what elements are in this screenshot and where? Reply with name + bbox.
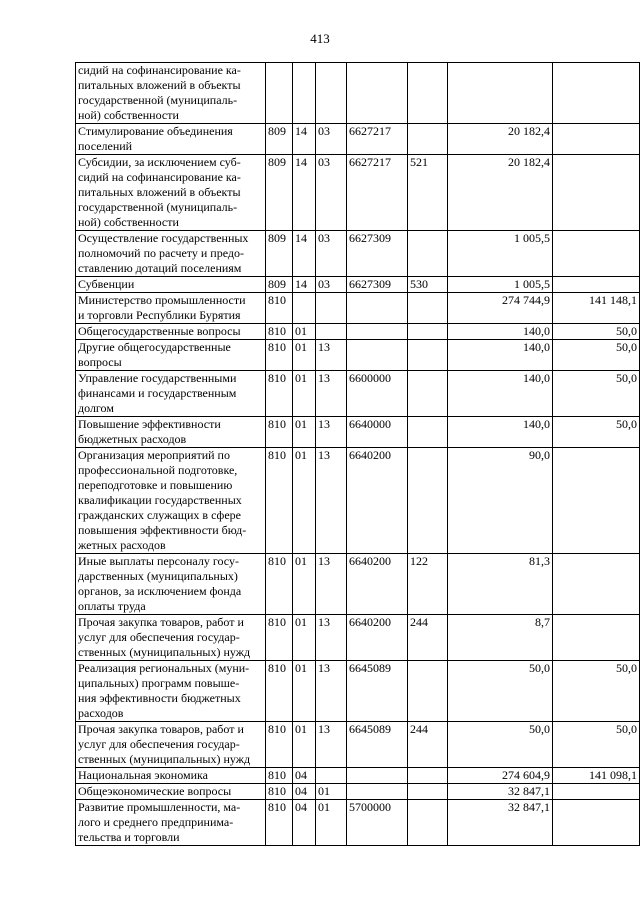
cell-expense-type-code (408, 293, 448, 324)
cell-expense-type-code: 244 (408, 722, 448, 768)
cell-target-article-code: 6640000 (347, 417, 408, 448)
cell-item-name: Осуществление государственных полномочий по расчету и предо- ставлению дотаций поселениям (76, 231, 266, 277)
cell-target-article-code: 6627309 (347, 231, 408, 277)
cell-subsection-code (316, 324, 347, 340)
cell-section-code: 01 (293, 448, 316, 554)
cell-subsection-code: 13 (316, 371, 347, 417)
cell-subsection-code: 13 (316, 340, 347, 371)
table-row (76, 124, 640, 155)
table-row (76, 784, 640, 800)
cell-ministry-code: 810 (266, 784, 293, 800)
cell-subsection-code: 03 (316, 124, 347, 155)
cell-subsection-code: 01 (316, 800, 347, 846)
table-row (76, 371, 640, 417)
cell-section-code: 14 (293, 124, 316, 155)
cell-ministry-code: 809 (266, 277, 293, 293)
cell-item-name: Общеэкономические вопросы (76, 784, 266, 800)
cell-amount-year-2 (553, 784, 640, 800)
table-row (76, 615, 640, 661)
cell-amount-year-1: 32 847,1 (448, 784, 553, 800)
cell-expense-type-code (408, 661, 448, 722)
cell-amount-year-2: 50,0 (553, 324, 640, 340)
cell-expense-type-code (408, 324, 448, 340)
cell-ministry-code: 810 (266, 615, 293, 661)
cell-amount-year-2 (553, 231, 640, 277)
cell-expense-type-code (408, 784, 448, 800)
cell-target-article-code: 6640200 (347, 615, 408, 661)
cell-ministry-code: 810 (266, 340, 293, 371)
cell-item-name: Управление государственными финансами и государственным долгом (76, 371, 266, 417)
cell-section-code: 14 (293, 231, 316, 277)
table-row (76, 661, 640, 722)
cell-target-article-code: 6627217 (347, 155, 408, 231)
cell-item-name: Общегосударственные вопросы (76, 324, 266, 340)
cell-target-article-code (347, 324, 408, 340)
cell-expense-type-code (408, 417, 448, 448)
cell-amount-year-2: 141 148,1 (553, 293, 640, 324)
budget-table-body (76, 63, 640, 846)
cell-amount-year-1: 1 005,5 (448, 277, 553, 293)
cell-subsection-code: 13 (316, 661, 347, 722)
cell-subsection-code: 13 (316, 554, 347, 615)
cell-item-name: Иные выплаты персоналу госу- дарственных (муниципальных) органов, за исключением фонда оплаты труда (76, 554, 266, 615)
cell-amount-year-1: 140,0 (448, 417, 553, 448)
table-row (76, 324, 640, 340)
cell-amount-year-1: 32 847,1 (448, 800, 553, 846)
cell-item-name: Субвенции (76, 277, 266, 293)
cell-target-article-code: 6640200 (347, 448, 408, 554)
cell-section-code: 01 (293, 324, 316, 340)
cell-amount-year-1: 20 182,4 (448, 124, 553, 155)
cell-section-code: 04 (293, 800, 316, 846)
cell-expense-type-code (408, 124, 448, 155)
cell-subsection-code (316, 768, 347, 784)
cell-item-name: Развитие промышленности, ма- лого и среднего предпринима- тельства и торговли (76, 800, 266, 846)
cell-subsection-code: 01 (316, 784, 347, 800)
cell-amount-year-2 (553, 448, 640, 554)
cell-ministry-code: 810 (266, 661, 293, 722)
cell-target-article-code (347, 63, 408, 124)
cell-item-name: Другие общегосударственные вопросы (76, 340, 266, 371)
cell-subsection-code: 13 (316, 417, 347, 448)
cell-section-code: 01 (293, 417, 316, 448)
cell-item-name: Субсидии, за исключением суб- сидий на софинансирование ка- питальных вложений в объекты государственной (муниципаль- ной) собственности (76, 155, 266, 231)
table-row (76, 155, 640, 231)
cell-section-code: 01 (293, 340, 316, 371)
cell-subsection-code: 03 (316, 155, 347, 231)
cell-amount-year-2 (553, 554, 640, 615)
cell-amount-year-2: 50,0 (553, 417, 640, 448)
table-row (76, 554, 640, 615)
table-row (76, 417, 640, 448)
cell-ministry-code (266, 63, 293, 124)
page-number: 413 (310, 31, 330, 46)
cell-item-name: Прочая закупка товаров, работ и услуг для обеспечения государ- ственных (муниципальных) нужд (76, 722, 266, 768)
cell-target-article-code (347, 293, 408, 324)
cell-expense-type-code (408, 768, 448, 784)
cell-section-code: 01 (293, 371, 316, 417)
cell-subsection-code: 03 (316, 231, 347, 277)
cell-subsection-code (316, 63, 347, 124)
cell-amount-year-1: 140,0 (448, 340, 553, 371)
cell-ministry-code: 810 (266, 722, 293, 768)
cell-item-name: Прочая закупка товаров, работ и услуг для обеспечения государ- ственных (муниципальных) нужд (76, 615, 266, 661)
cell-amount-year-2: 50,0 (553, 371, 640, 417)
cell-section-code: 01 (293, 554, 316, 615)
cell-section-code: 01 (293, 661, 316, 722)
table-row (76, 63, 640, 124)
cell-item-name: Организация мероприятий по профессиональной подготовке, переподготовке и повышению квалификации государственных гражданских служащих в сфере повышения эффективности бюд- жетных расходов (76, 448, 266, 554)
cell-amount-year-2: 50,0 (553, 722, 640, 768)
cell-expense-type-code: 244 (408, 615, 448, 661)
cell-amount-year-1: 50,0 (448, 722, 553, 768)
cell-target-article-code: 6645089 (347, 661, 408, 722)
table-row (76, 293, 640, 324)
cell-item-name: сидий на софинансирование ка- питальных вложений в объекты государственной (муниципаль- ной) собственности (76, 63, 266, 124)
cell-target-article-code: 6627217 (347, 124, 408, 155)
cell-amount-year-2 (553, 124, 640, 155)
cell-ministry-code: 810 (266, 448, 293, 554)
table-row (76, 800, 640, 846)
cell-section-code (293, 293, 316, 324)
cell-amount-year-2 (553, 63, 640, 124)
cell-amount-year-1: 274 604,9 (448, 768, 553, 784)
cell-expense-type-code (408, 340, 448, 371)
cell-target-article-code: 5700000 (347, 800, 408, 846)
table-row (76, 448, 640, 554)
cell-expense-type-code: 521 (408, 155, 448, 231)
budget-table (75, 62, 640, 846)
cell-section-code: 04 (293, 768, 316, 784)
table-row (76, 768, 640, 784)
cell-subsection-code: 13 (316, 615, 347, 661)
cell-section-code: 04 (293, 784, 316, 800)
cell-item-name: Стимулирование объединения поселений (76, 124, 266, 155)
cell-amount-year-1: 274 744,9 (448, 293, 553, 324)
cell-amount-year-1 (448, 63, 553, 124)
cell-ministry-code: 809 (266, 155, 293, 231)
cell-amount-year-1: 20 182,4 (448, 155, 553, 231)
cell-subsection-code (316, 293, 347, 324)
cell-amount-year-1: 140,0 (448, 324, 553, 340)
cell-ministry-code: 809 (266, 231, 293, 277)
cell-ministry-code: 810 (266, 554, 293, 615)
cell-amount-year-2: 141 098,1 (553, 768, 640, 784)
cell-subsection-code: 13 (316, 448, 347, 554)
cell-ministry-code: 810 (266, 800, 293, 846)
cell-amount-year-2 (553, 277, 640, 293)
cell-amount-year-2: 50,0 (553, 340, 640, 371)
cell-amount-year-2 (553, 155, 640, 231)
cell-expense-type-code (408, 448, 448, 554)
cell-section-code (293, 63, 316, 124)
cell-amount-year-2: 50,0 (553, 661, 640, 722)
cell-target-article-code: 6645089 (347, 722, 408, 768)
cell-target-article-code: 6600000 (347, 371, 408, 417)
cell-section-code: 01 (293, 615, 316, 661)
cell-item-name: Национальная экономика (76, 768, 266, 784)
cell-item-name: Министерство промышленности и торговли Республики Бурятия (76, 293, 266, 324)
cell-target-article-code: 6627309 (347, 277, 408, 293)
cell-expense-type-code: 530 (408, 277, 448, 293)
cell-section-code: 14 (293, 155, 316, 231)
cell-ministry-code: 810 (266, 324, 293, 340)
cell-amount-year-1: 1 005,5 (448, 231, 553, 277)
cell-expense-type-code (408, 231, 448, 277)
cell-expense-type-code: 122 (408, 554, 448, 615)
table-row (76, 231, 640, 277)
table-row (76, 340, 640, 371)
cell-item-name: Реализация региональных (муни- ципальных) программ повыше- ния эффективности бюджетных расходов (76, 661, 266, 722)
cell-ministry-code: 810 (266, 417, 293, 448)
cell-amount-year-2 (553, 615, 640, 661)
cell-section-code: 14 (293, 277, 316, 293)
cell-ministry-code: 809 (266, 124, 293, 155)
cell-amount-year-2 (553, 800, 640, 846)
cell-amount-year-1: 8,7 (448, 615, 553, 661)
cell-expense-type-code (408, 800, 448, 846)
table-row (76, 722, 640, 768)
cell-subsection-code: 03 (316, 277, 347, 293)
table-row (76, 277, 640, 293)
cell-ministry-code: 810 (266, 293, 293, 324)
cell-expense-type-code (408, 63, 448, 124)
cell-target-article-code (347, 784, 408, 800)
cell-ministry-code: 810 (266, 768, 293, 784)
cell-subsection-code: 13 (316, 722, 347, 768)
cell-expense-type-code (408, 371, 448, 417)
cell-amount-year-1: 90,0 (448, 448, 553, 554)
cell-amount-year-1: 140,0 (448, 371, 553, 417)
cell-target-article-code (347, 340, 408, 371)
cell-target-article-code (347, 768, 408, 784)
cell-ministry-code: 810 (266, 371, 293, 417)
cell-item-name: Повышение эффективности бюджетных расходов (76, 417, 266, 448)
cell-section-code: 01 (293, 722, 316, 768)
cell-amount-year-1: 50,0 (448, 661, 553, 722)
cell-target-article-code: 6640200 (347, 554, 408, 615)
cell-amount-year-1: 81,3 (448, 554, 553, 615)
